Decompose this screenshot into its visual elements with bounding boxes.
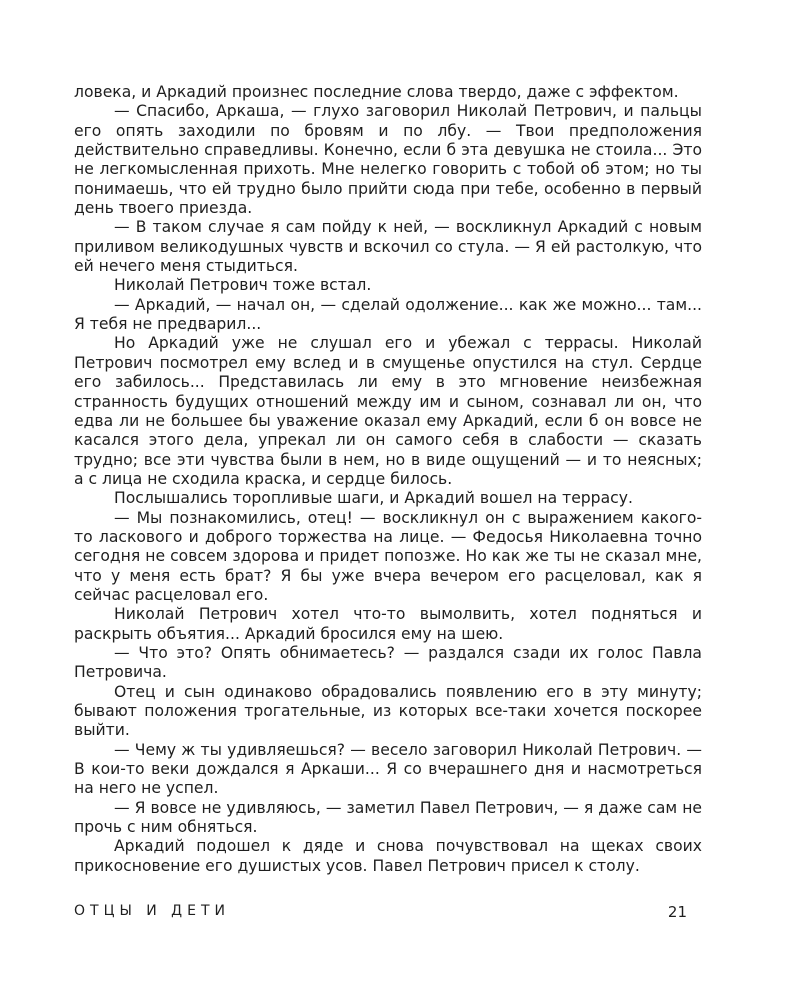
paragraph: — Я вовсе не удивляюсь, — заметил Павел Петрович, — я даже сам не прочь с ним обняться. xyxy=(74,798,702,837)
paragraph-continuation: ловека, и Аркадий произнес последние слова твердо, даже с эффектом. xyxy=(74,83,679,101)
book-title: ОТЦЫ И ДЕТИ xyxy=(74,903,230,919)
paragraph: — Спасибо, Аркаша, — глухо заговорил Николай Петрович, и пальцы его опять заходили по бровям и по лбу. — Твои предположения действительно справедливы. Конечно, если б эта девушка не стоила... Это не легкомысленная прихоть. Мне нелегко говорить с тобой об этом; но ты понимаешь, что ей трудно было прийти сюда при тебе, особенно в первый день твоего приезда. xyxy=(74,102,702,218)
paragraph: Послышались торопливые шаги, и Аркадий вошел на террасу. xyxy=(114,489,633,508)
paragraph: Отец и сын одинаково обрадовались появлению его в эту минуту; бывают положения трогательные, из которых все-таки хочется поскорее выйти. xyxy=(74,682,702,740)
paragraph: — Чему ж ты удивляешься? — весело заговорил Николай Петрович. — В кои-то веки дождался я Аркаши... Я со вчерашнего дня и насмотреться на него не успел. xyxy=(74,740,702,798)
paragraph: — В таком случае я сам пойду к ней, — воскликнул Аркадий с новым приливом великодушных чувств и вскочил со стула. — Я ей растолкую, что ей нечего меня стыдиться. xyxy=(74,218,702,276)
paragraph: Но Аркадий уже не слушал его и убежал с террасы. Николай Петрович посмотрел ему вслед и в смущенье опустился на стул. Сердце его забилось... Представилась ли ему в это мгновение неизбежная странность будущих отношений между им и сыном, сознавал ли он, что едва ли не большее бы уважение оказал ему Аркадий, если б он вовсе не касался этого дела, упрекал ли он самого себя в слабости — сказать трудно; все эти чувства были в нем, но в виде ощущений — и то неясных; а с лица не сходила краска, и сердце билось. xyxy=(74,334,702,488)
paragraph: Аркадий подошел к дяде и снова почувствовал на щеках своих прикосновение его душистых усов. Павел Петрович присел к столу. xyxy=(74,837,702,875)
paragraph: — Аркадий, — начал он, — сделай одолжение... как же можно... там... Я тебя не предварил... xyxy=(74,295,702,334)
paragraph: — Что это? Опять обнимаетесь? — раздался сзади их голос Павла Петровича. xyxy=(74,643,702,682)
paragraph: Николай Петрович тоже встал. xyxy=(114,276,372,295)
paragraph: Николай Петрович хотел что-то вымолвить, хотел подняться и раскрыть объятия... Аркадий бросился ему на шею. xyxy=(74,605,702,643)
running-footer xyxy=(74,903,687,925)
paragraph: — Мы познакомились, отец! — воскликнул он с выражением какого-то ласкового и доброго торжества на лице. — Федосья Николаевна точно сегодня не совсем здорова и придет попозже. Но как же ты не сказал мне, что у меня есть брат? Я бы уже вчера вечером его расцеловал, как я сейчас расцеловал его. xyxy=(74,508,702,604)
page-text xyxy=(74,83,702,876)
page-number: 21 xyxy=(667,903,687,921)
